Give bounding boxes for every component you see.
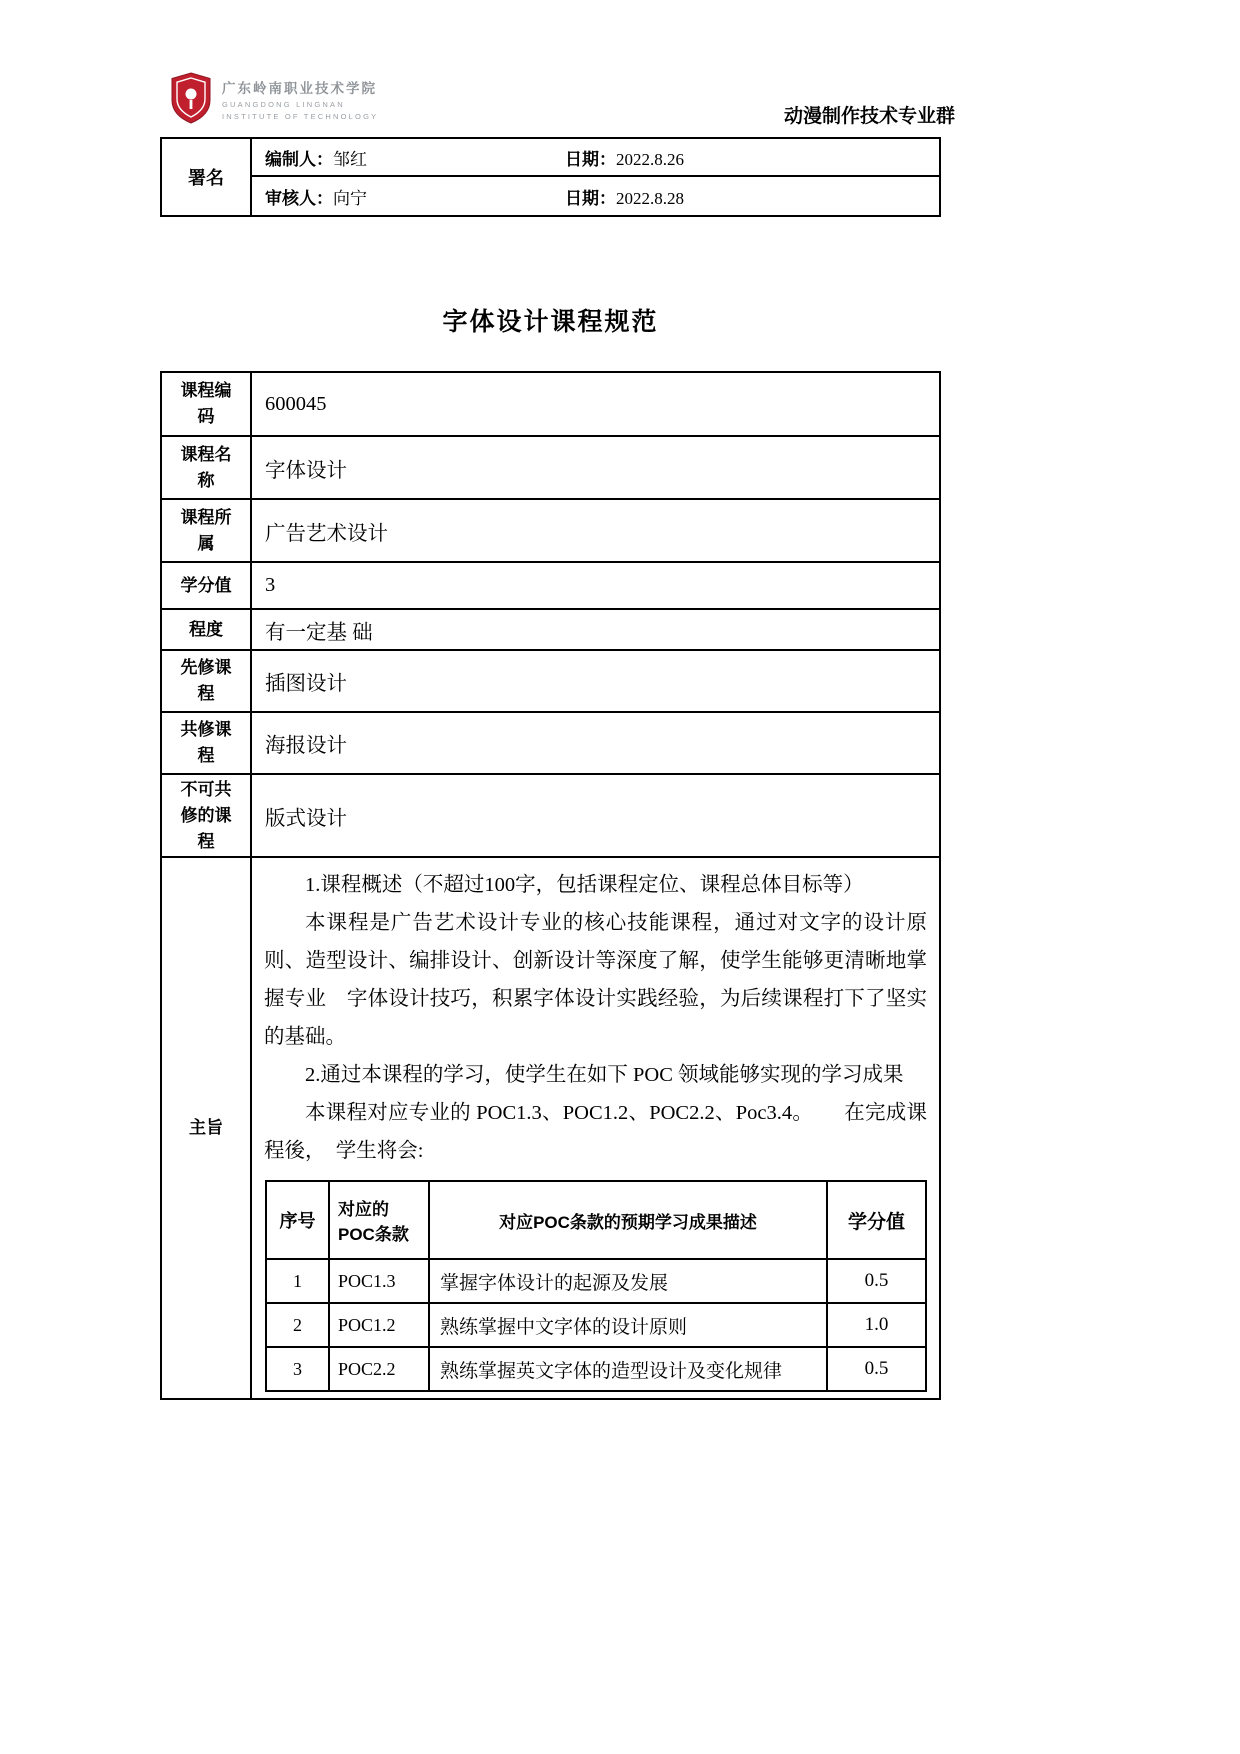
poc-row-2-credit: 1.0 bbox=[864, 1314, 889, 1335]
course-row-corequisite bbox=[162, 711, 939, 773]
signature-label: 署名 bbox=[162, 139, 252, 215]
purpose-content bbox=[252, 858, 939, 1398]
course-department-value: 广告艺术设计 bbox=[265, 522, 388, 545]
course-code-value: 600045 bbox=[265, 392, 327, 415]
purpose-paragraph-2: 本课程是广告艺术设计专业的核心技能课程，通过对文字的设计原则、造型设计、编排设计、创新设计等深度了解，使学生能够更清晰地掌握专业 字体设计技巧，积累字体设计实践经验，为后续课程打下了坚实的基础。 bbox=[264, 912, 927, 1048]
course-row-level bbox=[162, 608, 939, 649]
school-name-en-line2: INSTITUTE OF TECHNOLOGY bbox=[222, 112, 379, 121]
course-row-code bbox=[162, 373, 939, 435]
reviewer-date-label: 日期： bbox=[565, 188, 616, 208]
purpose-label: 主旨 bbox=[162, 858, 252, 1398]
poc-row-2-clause: POC1.2 bbox=[330, 1304, 430, 1346]
course-row-prerequisite bbox=[162, 649, 939, 711]
editor-date-cell bbox=[565, 145, 684, 170]
school-name-cn: 广东岭南职业技术学院 bbox=[222, 81, 377, 96]
course-row-name bbox=[162, 435, 939, 498]
course-corequisite-label: 共修课程 bbox=[162, 713, 252, 773]
signature-row-editor bbox=[252, 139, 939, 177]
poc-row-3-no: 3 bbox=[267, 1348, 330, 1390]
poc-row-2-desc: 熟练掌握中文字体的设计原则 bbox=[430, 1304, 828, 1346]
reviewer-date-value: 2022.8.28 bbox=[616, 188, 684, 208]
poc-row-1-credit: 0.5 bbox=[864, 1270, 889, 1291]
poc-outcomes-table bbox=[265, 1180, 927, 1392]
poc-header-clause-line2: POC条款 bbox=[338, 1225, 409, 1244]
poc-row-1-clause: POC1.3 bbox=[330, 1260, 430, 1302]
poc-row-1-no: 1 bbox=[267, 1260, 330, 1302]
poc-row-3 bbox=[267, 1346, 925, 1390]
poc-row-3-clause: POC2.2 bbox=[330, 1348, 430, 1390]
course-prerequisite-value: 插图设计 bbox=[265, 673, 347, 695]
poc-header-credit: 学分值 bbox=[847, 1211, 905, 1233]
course-credits-label: 学分值 bbox=[162, 563, 252, 608]
poc-header-clause-line1: 对应的 bbox=[338, 1200, 389, 1219]
course-row-purpose bbox=[162, 856, 939, 1398]
course-department-label: 课程所属 bbox=[162, 500, 252, 561]
purpose-paragraph-4: 本课程对应专业的 POC1.3、POC1.2、POC2.2、Poc3.4。 在完成课程後， 学生将会: bbox=[264, 1102, 927, 1162]
poc-header-desc: 对应POC条款的预期学习成果描述 bbox=[430, 1182, 828, 1258]
course-name-label: 课程名称 bbox=[162, 437, 252, 498]
course-row-department bbox=[162, 498, 939, 561]
course-prerequisite-label: 先修课程 bbox=[162, 651, 252, 711]
poc-row-1 bbox=[267, 1258, 925, 1302]
doc-title: 字体设计课程规范 bbox=[442, 308, 659, 336]
editor-date-label: 日期： bbox=[565, 149, 616, 169]
reviewer-cell bbox=[265, 184, 565, 209]
poc-row-2-no: 2 bbox=[267, 1304, 330, 1346]
course-credits-value: 3 bbox=[265, 574, 276, 596]
course-name-value: 字体设计 bbox=[265, 459, 347, 482]
editor-role-label: 编制人： bbox=[265, 149, 333, 169]
course-code-label: 课程编码 bbox=[162, 373, 252, 435]
course-level-label: 程度 bbox=[162, 610, 252, 649]
signature-row-reviewer bbox=[252, 177, 939, 215]
reviewer-date-cell bbox=[565, 184, 684, 209]
editor-name: 邹红 bbox=[333, 149, 367, 169]
poc-row-3-desc: 熟练掌握英文字体的造型设计及变化规律 bbox=[430, 1348, 828, 1390]
editor-date-value: 2022.8.26 bbox=[616, 149, 684, 169]
reviewer-role-label: 审核人： bbox=[265, 188, 333, 208]
editor-cell bbox=[265, 145, 565, 170]
purpose-paragraph-1: 1.课程概述（不超过100字，包括课程定位、课程总体目标等） bbox=[305, 874, 864, 896]
signature-rows bbox=[252, 139, 939, 215]
course-level-value: 有一定基 础 bbox=[265, 621, 373, 644]
poc-header-no: 序号 bbox=[267, 1182, 330, 1258]
course-row-exclusive bbox=[162, 773, 939, 856]
poc-row-3-credit: 0.5 bbox=[864, 1358, 889, 1379]
poc-row-1-desc: 掌握字体设计的起源及发展 bbox=[430, 1260, 828, 1302]
signature-table bbox=[160, 137, 941, 217]
reviewer-name: 向宁 bbox=[333, 188, 367, 208]
poc-row-2 bbox=[267, 1302, 925, 1346]
purpose-paragraph-3: 2.通过本课程的学习，使学生在如下 POC 领域能够实现的学习成果 bbox=[305, 1064, 904, 1086]
course-corequisite-value: 海报设计 bbox=[265, 735, 347, 757]
poc-header-clause bbox=[330, 1182, 430, 1258]
school-name-en-line1: GUANGDONG LINGNAN bbox=[222, 100, 345, 109]
poc-header-row bbox=[267, 1182, 925, 1258]
course-exclusive-value: 版式设计 bbox=[265, 807, 347, 830]
course-table bbox=[160, 371, 941, 1400]
course-row-credits bbox=[162, 561, 939, 608]
course-exclusive-label: 不可共修的课程 bbox=[162, 775, 252, 856]
program-group-title: 动漫制作技术专业群 bbox=[783, 106, 955, 127]
